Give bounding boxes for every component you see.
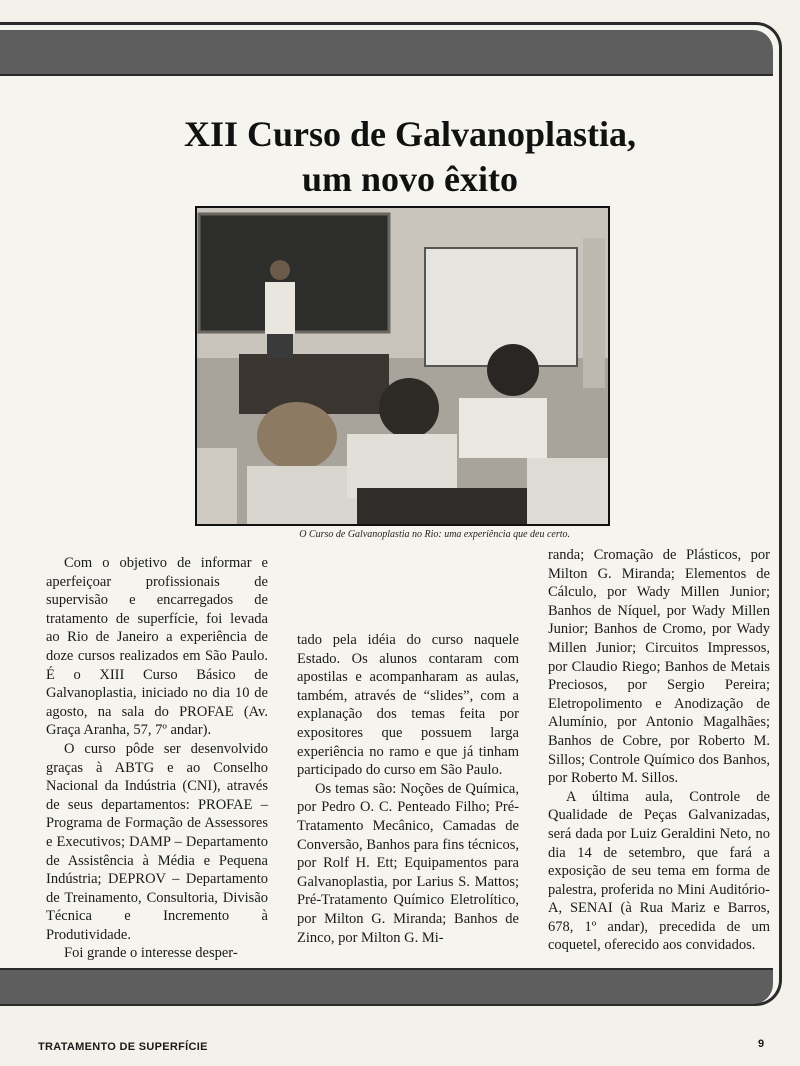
paragraph: Foi grande o interesse desper- [64,945,238,962]
article-title-line-2: um novo êxito [302,159,518,199]
article-column-2 [297,631,519,947]
article-column-3 [548,546,770,955]
photo-caption: O Curso de Galvanoplastia no Rio: uma experiência que deu certo. [299,529,570,540]
classroom-photo [195,206,610,526]
article-column-1 [46,554,268,963]
paragraph: O curso pôde ser desenvolvido graças à ABTG e ao Conselho Nacional da Indústria (CNI), através de seus departamentos: PROFAE – Programa de Formação de Assessores e Executivos; DAMP – Departamento de Assistência à Média e Pequena Indústria; DEPROV – Departamento de Treinamento, Consultoria, Divisão Técnica e Incremento à Produtividade. [46,740,268,943]
publication-name: TRATAMENTO DE SUPERFÍCIE [38,1041,208,1053]
classroom-photo-illustration [197,208,608,524]
paragraph: Os temas são: Noções de Química, por Pedro O. C. Penteado Filho; Pré-Tratamento Mecânico, Camadas de Conversão, Banhos para fins técnicos, por Rolf H. Ett; Equipamentos para Galvanoplastia, por Larius S. Mattos; Pré-Tratamento Químico Eletrolítico, por Milton G. Miranda; Banhos de Zinco, por Milton G. Mi- [297,780,519,946]
article-title-line-1: XII Curso de Galvanoplastia, [183,114,637,154]
paragraph: A última aula, Controle de Qualidade de Peças Galvanizadas, será dada por Luiz Geraldini Neto, no dia 14 de setembro, que fará a exposição de seu tema em forma de palestra, proferida no Mini Auditório-A, SENAI (à Rua Mariz e Barros, 678, 1º andar), precedida de um coquetel, oferecido aos convidados. [548,788,770,954]
paragraph: Com o objetivo de informar e aperfeiçoar profissionais de supervisão e encarregados de tratamento de superfície, foi levada ao Rio de Janeiro a experiência de doze cursos realizados em São Paulo. É o XIII Curso Básico de Galvanoplastia, iniciado no dia 10 de agosto, na sala do PROFAE (Av. Graça Aranha, 57, 7º andar). [46,555,268,739]
article-title [40,112,780,202]
paragraph: tado pela idéia do curso naquele Estado. Os alunos contaram com apostilas e acompanharam as aulas, também, através de “slides”, com a explanação dos temas feita por expositores que possuem larga experiência no ramo e que já tinham participado do curso em São Paulo. [297,632,519,779]
page-number: 9 [758,1038,765,1050]
paragraph: randa; Cromação de Plásticos, por Milton G. Miranda; Elementos de Cálculo, por Wady Millen Junior; Banhos de Níquel, por Wady Millen Junior; Banhos de Cromo, por Wady Millen Junior; Circuitos Impressos, por Claudio Riego; Banhos de Metais Preciosos, por Sergio Pereira; Eletropolimento e Anodização de Alumínio, por Antonio Magalhães; Banhos de Cobre, por Roberto M. Sillos; Controle Químico dos Banhos, por Roberto M. Sillos. [548,547,770,787]
top-band [0,30,773,76]
bottom-band [0,968,773,1004]
